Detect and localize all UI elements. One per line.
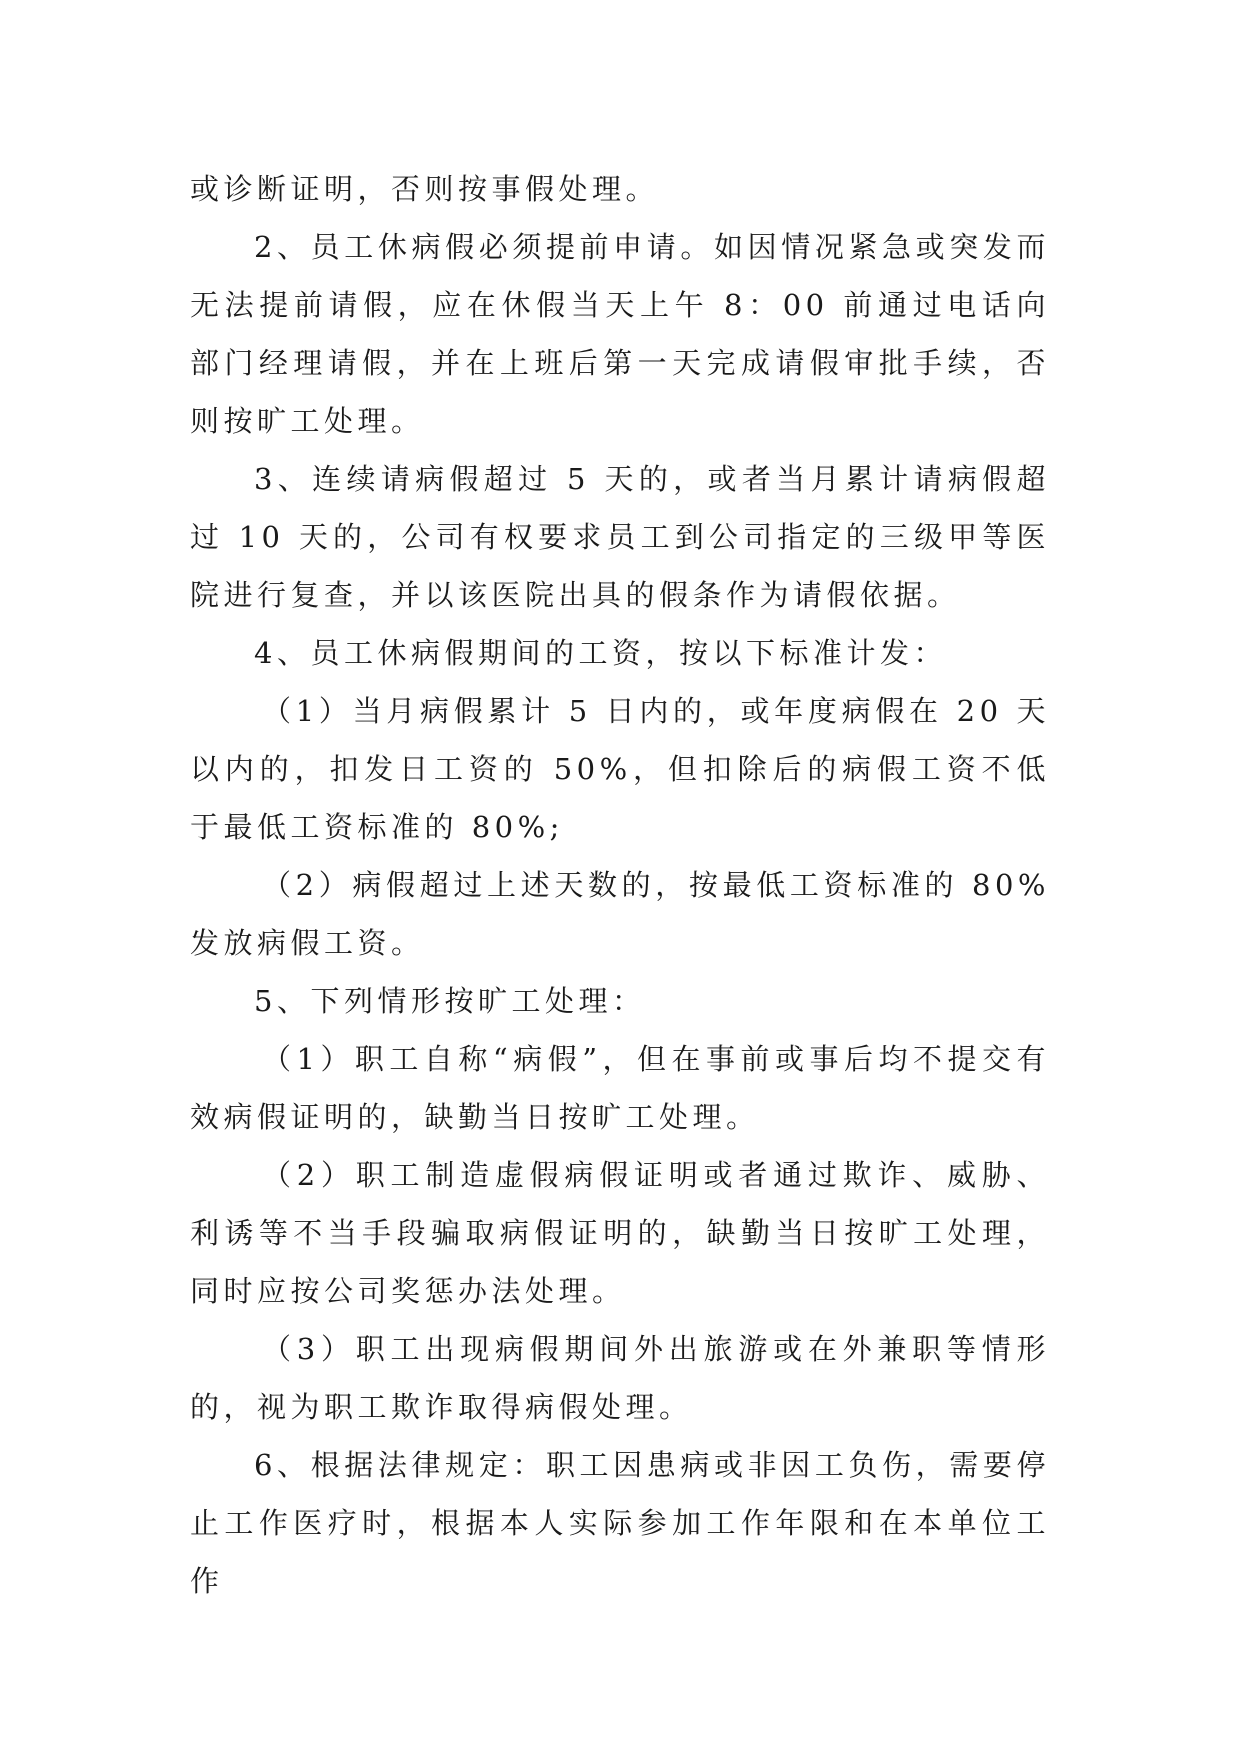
paragraph-item-4-sub-1: （1）当月病假累计 5 日内的，或年度病假在 20 天以内的，扣发日工资的 50%，但扣除后的病假工资不低于最低工资标准的 80%;: [190, 694, 1050, 844]
paragraph-item-4-sub-2: （2）病假超过上述天数的，按最低工资标准的 80%发放病假工资。: [190, 868, 1050, 960]
paragraph-item-2: 2、员工休病假必须提前申请。如因情况紧急或突发而无法提前请假，应在休假当天上午 8：00 前通过电话向部门经理请假，并在上班后第一天完成请假审批手续，否则按旷工处理。: [190, 230, 1050, 438]
paragraph-item-5-sub-2: （2）职工制造虚假病假证明或者通过欺诈、威胁、利诱等不当手段骗取病假证明的，缺勤当日按旷工处理，同时应按公司奖惩办法处理。: [190, 1158, 1050, 1308]
paragraph-item-5-sub-3: （3）职工出现病假期间外出旅游或在外兼职等情形的，视为职工欺诈取得病假处理。: [190, 1332, 1050, 1424]
paragraph-item-5-sub-1: （1）职工自称“病假”，但在事前或事后均不提交有效病假证明的，缺勤当日按旷工处理。: [190, 1042, 1050, 1134]
paragraph-item-6: 6、根据法律规定：职工因患病或非因工负伤，需要停止工作医疗时，根据本人实际参加工作年限和在本单位工作: [190, 1448, 1050, 1598]
paragraph-item-4: 4、员工休病假期间的工资，按以下标准计发：: [254, 636, 947, 670]
paragraph-item-5: 5、下列情形按旷工处理：: [254, 984, 646, 1018]
paragraph-item-3: 3、连续请病假超过 5 天的，或者当月累计请病假超过 10 天的，公司有权要求员工到公司指定的三级甲等医院进行复查，并以该医院出具的假条作为请假依据。: [190, 462, 1050, 612]
document-body: [190, 160, 1050, 1610]
paragraph-continuation: 或诊断证明，否则按事假处理。: [190, 172, 660, 206]
